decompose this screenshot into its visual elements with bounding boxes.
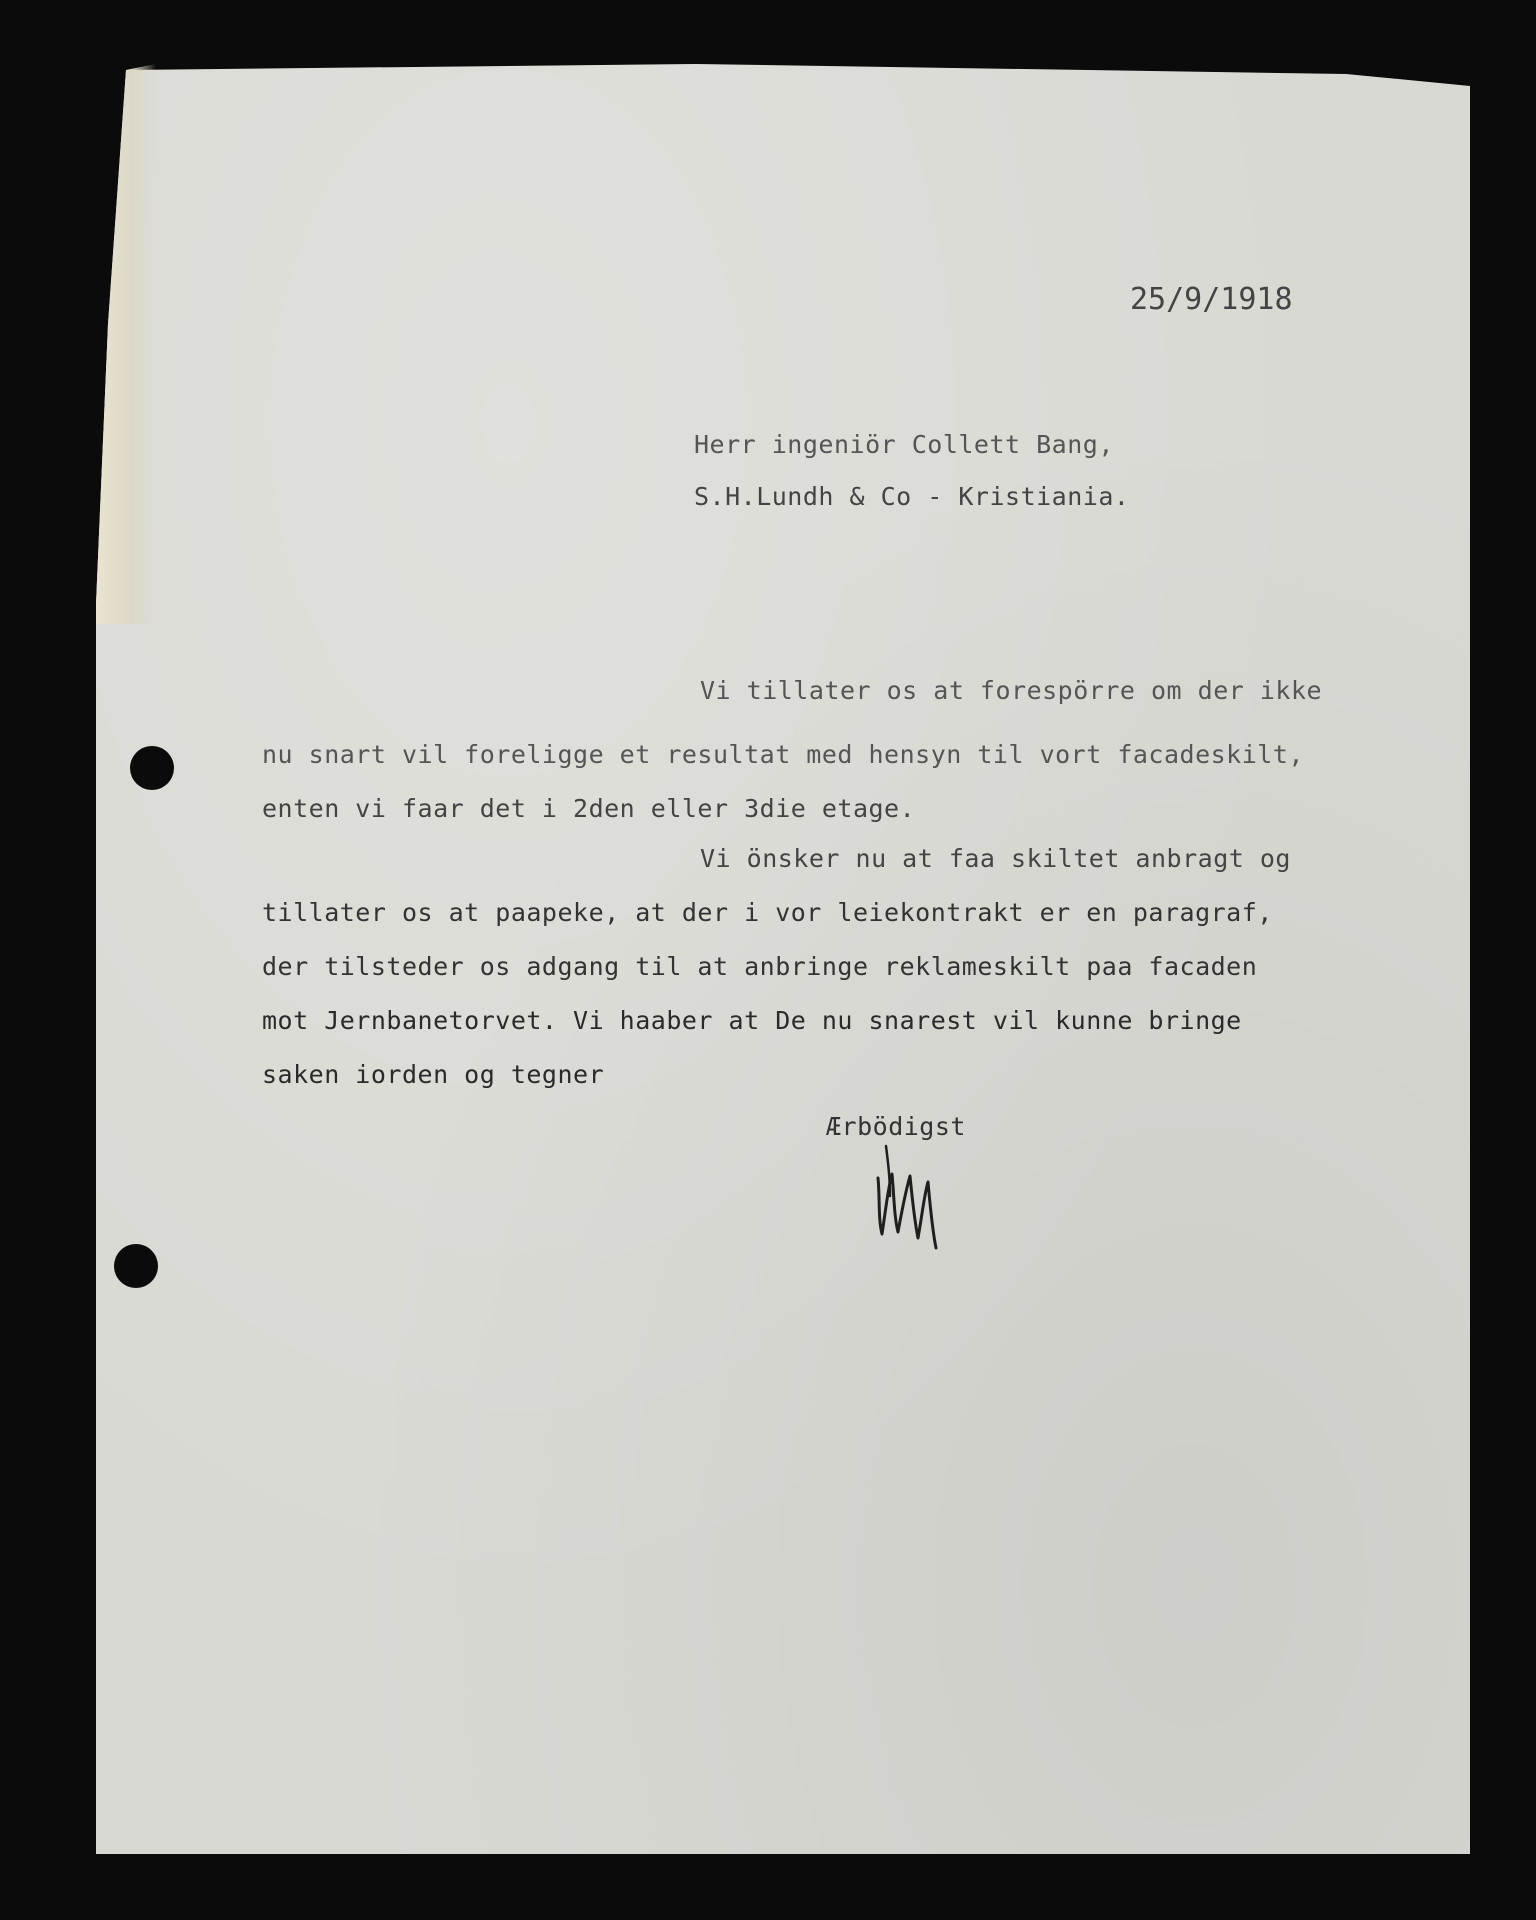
body-line: Vi tillater os at forespörre om der ikke xyxy=(700,676,1323,705)
body-line: Vi önsker nu at faa skiltet anbragt og xyxy=(700,844,1291,873)
paper-fold-edge xyxy=(96,64,156,624)
body-line: saken iorden og tegner xyxy=(262,1060,605,1089)
handwritten-signature xyxy=(872,1138,942,1250)
recipient-company: S.H.Lundh & Co - Kristiania. xyxy=(694,482,1130,511)
body-line: enten vi faar det i 2den eller 3die etage. xyxy=(262,794,916,823)
body-line: tillater os at paapeke, at der i vor leiekontrakt er en paragraf, xyxy=(262,898,1273,927)
body-line: nu snart vil foreligge et resultat med hensyn til vort facadeskilt, xyxy=(262,740,1304,769)
closing-salutation: Ærbödigst xyxy=(826,1112,966,1141)
body-line: mot Jernbanetorvet. Vi haaber at De nu snarest vil kunne bringe xyxy=(262,1006,1242,1035)
letter-date: 25/9/1918 xyxy=(1130,282,1293,317)
body-line: der tilsteder os adgang til at anbringe reklameskilt paa facaden xyxy=(262,952,1258,981)
recipient-name: Herr ingeniör Collett Bang, xyxy=(694,430,1114,459)
punch-hole-lower xyxy=(114,1244,158,1288)
punch-hole-upper xyxy=(130,746,174,790)
